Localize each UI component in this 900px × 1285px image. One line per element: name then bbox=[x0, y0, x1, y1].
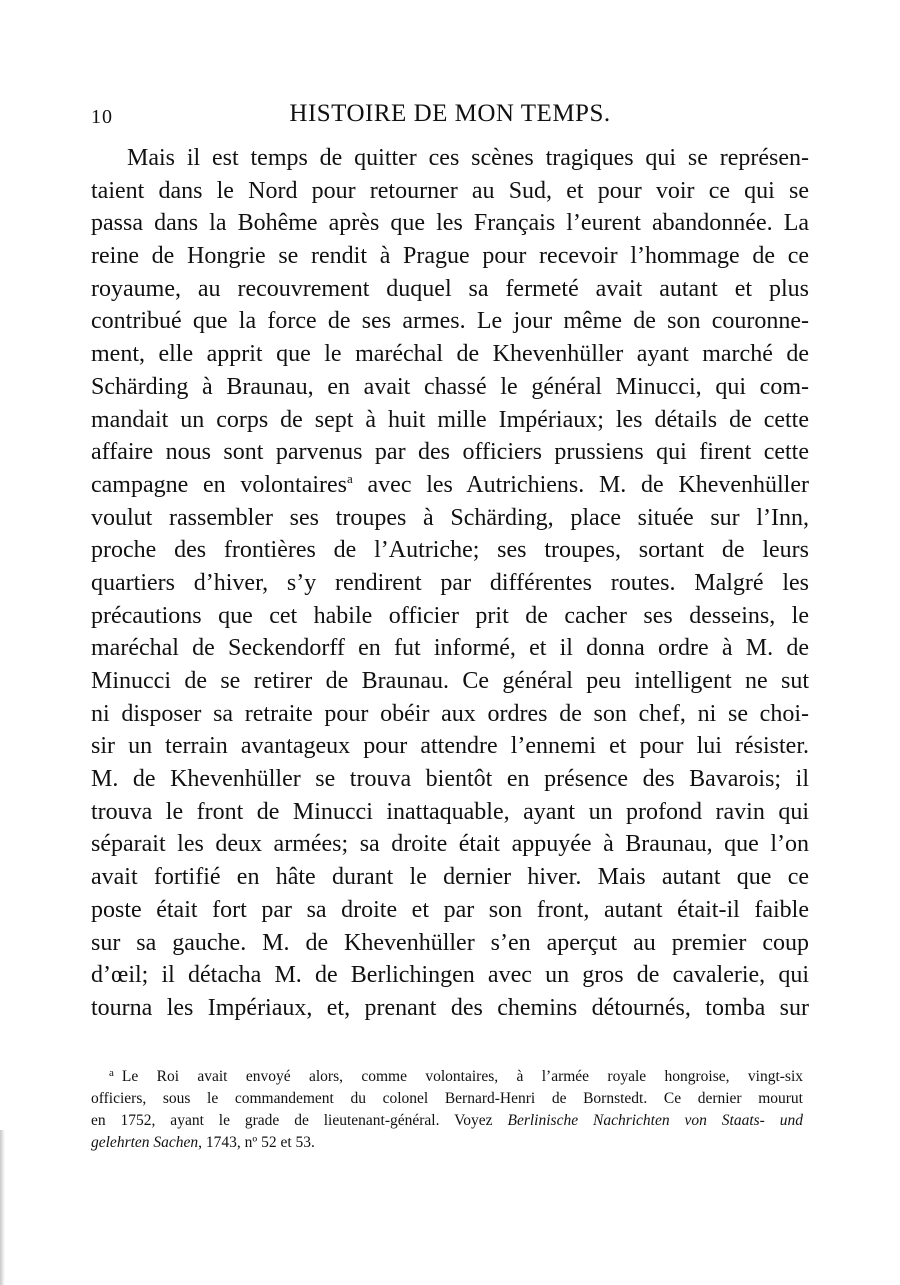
footnote-line bbox=[91, 1132, 803, 1154]
text-line: tourna les Impériaux, et, prenant des chemins détournés, tomba sur bbox=[91, 994, 809, 1021]
page-edge-shadow bbox=[0, 1130, 5, 1285]
text-line: séparait les deux armées; sa droite était appuyée à Braunau, que l’on bbox=[91, 831, 809, 858]
text-line: d’œil; il détacha M. de Berlichingen avec un gros de cavalerie, qui bbox=[91, 962, 809, 989]
text-line: Minucci de se retirer de Braunau. Ce général peu intelligent ne sut bbox=[91, 668, 809, 694]
text-line: avait fortifié en hâte durant le dernier hiver. Mais autant que ce bbox=[91, 864, 809, 891]
text-line: précautions que cet habile officier prit de cacher ses desseins, le bbox=[91, 602, 809, 629]
footnote-line bbox=[91, 1110, 803, 1132]
footnote-citation: Berlinische Nachrichten von Staats- und bbox=[507, 1112, 803, 1129]
text-line: quartiers d’hiver, s’y rendirent par différentes routes. Malgré les bbox=[91, 569, 809, 596]
text-line-with-footnote bbox=[91, 469, 809, 502]
text-line: trouva le front de Minucci inattaquable, ayant un profond ravin qui bbox=[91, 798, 809, 825]
running-head bbox=[91, 100, 809, 136]
footnote-line bbox=[91, 1066, 803, 1088]
text-line: M. de Khevenhüller se trouva bientôt en présence des Bavarois; il bbox=[91, 766, 809, 793]
footnote-marker: a bbox=[109, 1067, 114, 1079]
page-number: 10 bbox=[91, 106, 113, 128]
text-line: passa dans la Bohême après que les Français l’eurent abandonnée. La bbox=[91, 210, 809, 237]
text-line: ni disposer sa retraite pour obéir aux ordres de son chef, ni se choi- bbox=[91, 700, 809, 727]
text-line: Mais il est temps de quitter ces scènes tragiques qui se représen- bbox=[127, 145, 809, 171]
text-line: voulut rassembler ses troupes à Schärding, place située sur l’Inn, bbox=[91, 504, 809, 531]
text-line: proche des frontières de l’Autriche; ses troupes, sortant de leurs bbox=[91, 537, 809, 564]
footnote-text: Le Roi avait envoyé alors, comme volontaires, à l’armée royale hongroise, vingt-six bbox=[121, 1068, 803, 1085]
text-fragment: campagne en volontaires bbox=[91, 471, 348, 498]
footnote-text: , 1743, nº 52 et 53. bbox=[198, 1134, 315, 1151]
text-line: taient dans le Nord pour retourner au Sud, et pour voir ce qui se bbox=[91, 177, 809, 204]
text-line: maréchal de Seckendorff en fut informé, et il donna ordre à M. de bbox=[91, 635, 809, 662]
text-line: royaume, au recouvrement duquel sa fermeté avait autant et plus bbox=[91, 275, 809, 302]
footnote bbox=[91, 1066, 803, 1154]
text-line: poste était fort par sa droite et par son front, autant était-il faible bbox=[91, 896, 809, 923]
footnote-citation: gelehrten Sachen bbox=[91, 1134, 199, 1151]
text-line: sir un terrain avantageux pour attendre l’ennemi et pour lui résister. bbox=[91, 733, 809, 760]
text-line: mandait un corps de sept à huit mille Impériaux; les détails de cette bbox=[91, 406, 809, 433]
footnote-text: en 1752, ayant le grade de lieutenant-général. Voyez bbox=[91, 1112, 508, 1129]
footnote-line: officiers, sous le commandement du colonel Bernard-Henri de Bornstedt. Ce dernier mourut bbox=[91, 1090, 803, 1107]
body-text bbox=[91, 142, 809, 1025]
text-line: affaire nous sont parvenus par des officiers prussiens qui firent cette bbox=[91, 439, 809, 466]
running-title: HISTOIRE DE MON TEMPS. bbox=[289, 100, 611, 127]
text-line: ment, elle apprit que le maréchal de Khevenhüller ayant marché de bbox=[91, 341, 809, 368]
text-line: sur sa gauche. M. de Khevenhüller s’en aperçut au premier coup bbox=[91, 929, 809, 956]
footnote-reference: a bbox=[347, 470, 353, 486]
text-line: Schärding à Braunau, en avait chassé le général Minucci, qui com- bbox=[91, 373, 809, 400]
text-line: contribué que la force de ses armes. Le jour même de son couronne- bbox=[91, 308, 809, 335]
text-fragment: avec les Autrichiens. M. de Khevenhüller bbox=[352, 471, 809, 498]
text-line: reine de Hongrie se rendit à Prague pour recevoir l’hommage de ce bbox=[91, 243, 809, 270]
